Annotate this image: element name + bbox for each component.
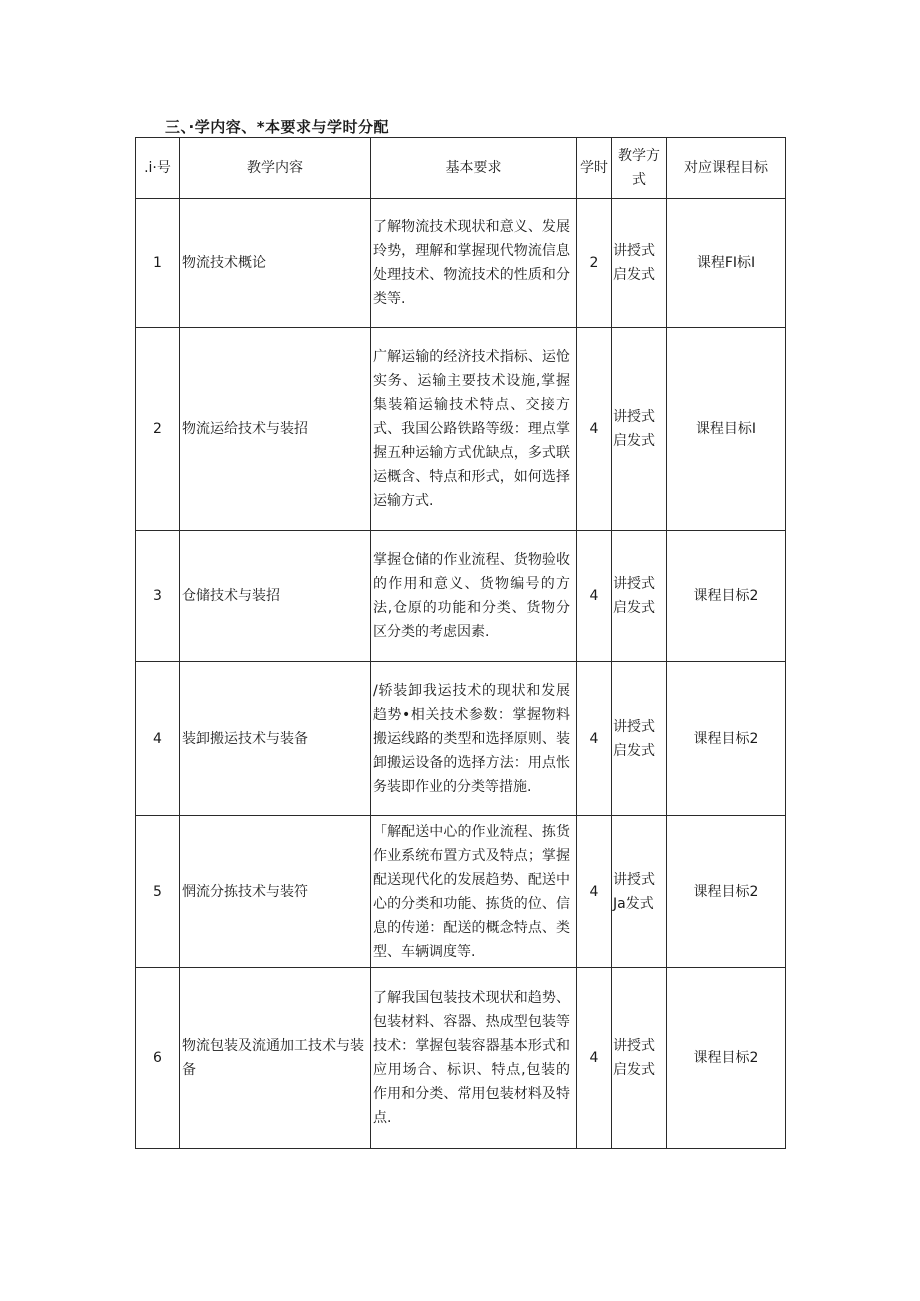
method-line-2: 启发式 — [613, 433, 655, 449]
row-no: 2 — [136, 328, 180, 531]
method-line-1: 讲授式 — [613, 243, 655, 259]
section-title: 三、·学内容、*本要求与学时分配 — [165, 118, 390, 136]
table-row — [136, 199, 786, 328]
header-hours: 学时 — [577, 138, 612, 199]
row-goal: 课程目标2 — [667, 816, 786, 968]
table-header-row — [136, 138, 786, 199]
row-requirements — [371, 816, 577, 968]
row-method — [612, 816, 667, 968]
row-hours: 4 — [577, 968, 612, 1149]
row-requirements — [371, 531, 577, 662]
row-content: 装卸搬运技术与装备 — [180, 662, 371, 816]
row-goal: 课程目标2 — [667, 662, 786, 816]
method-line-1: 讲授式 — [613, 409, 655, 425]
row-no: 6 — [136, 968, 180, 1149]
row-method — [612, 199, 667, 328]
syllabus-table — [135, 137, 786, 1149]
row-method — [612, 531, 667, 662]
row-goal: 课程目标2 — [667, 968, 786, 1149]
requirements-text: 了解我国包装技术现状和趋势、包装材料、容器、热成型包装等技术：掌握包装容器基本形式和应用场合、标识、特点,包装的作用和分类、常用包装材料及特点. — [373, 990, 570, 1126]
header-method: 教学方式 — [612, 138, 667, 199]
row-method — [612, 328, 667, 531]
requirements-text: 「解配送中心的作业流程、拣货作业系统布置方式及特点；掌握配送现代化的发展趋势、配送中心的分类和功能、拣货的位、信息的传递：配送的概念特点、类型、车辆调度等. — [373, 823, 570, 960]
requirements-text: 掌握仓储的作业流程、货物验收的作用和意义、货物编号的方法,仓原的功能和分类、货物分区分类的考虑因素. — [373, 552, 570, 640]
method-line-1: 讲授式 — [613, 576, 655, 592]
method-line-2: 启发式 — [613, 600, 655, 616]
table-row — [136, 531, 786, 662]
row-goal: 课程目标2 — [667, 531, 786, 662]
method-line-2: Ja发式 — [613, 895, 654, 912]
requirements-text: 广解运输的经济技术指标、运怆实务、运输主要技术设施,掌握集装箱运输技术特点、交接方式、我国公路铁路等级：理点掌握五种运输方式优缺点，多式联运概含、特点和形式，如何选择运输方式. — [373, 349, 570, 509]
method-line-1: 讲授式 — [613, 718, 655, 735]
method-line-2: 启发式 — [613, 742, 655, 759]
row-goal: 课程FI标I — [667, 199, 786, 328]
row-hours: 4 — [577, 816, 612, 968]
row-no: 1 — [136, 199, 180, 328]
header-no: .i·号 — [136, 138, 180, 199]
requirements-text: /轿装卸我运技术的现状和发展趋势•相关技术参数：掌握物料搬运线路的类型和选择原则、装卸搬运设备的选择方法：用点怅务装即作业的分类等措施. — [373, 682, 570, 795]
row-no: 4 — [136, 662, 180, 816]
table-row — [136, 662, 786, 816]
method-line-2: 启发式 — [613, 1062, 655, 1078]
row-requirements — [371, 328, 577, 531]
row-requirements — [371, 968, 577, 1149]
header-requirements: 基本要求 — [371, 138, 577, 199]
table-row — [136, 816, 786, 968]
header-goal: 对应课程目标 — [667, 138, 786, 199]
row-hours: 4 — [577, 662, 612, 816]
requirements-text: 了解物流技术现状和意义、发展玲势，理解和掌握现代物流信息处理技术、物流技术的性质和分类等. — [373, 219, 570, 307]
method-line-2: 启发式 — [613, 267, 655, 283]
row-method — [612, 662, 667, 816]
row-no: 5 — [136, 816, 180, 968]
row-content: 物流技术概论 — [180, 199, 371, 328]
row-no: 3 — [136, 531, 180, 662]
row-content: 惘流分拣技术与装符 — [180, 816, 371, 968]
row-content: 物流运给技术与装招 — [180, 328, 371, 531]
row-requirements — [371, 662, 577, 816]
table-row — [136, 968, 786, 1149]
method-line-1: 讲授式 — [613, 1038, 655, 1054]
header-content: 教学内容 — [180, 138, 371, 199]
row-goal: 课程目标I — [667, 328, 786, 531]
method-line-1: 讲授式 — [613, 871, 655, 888]
row-content: 物流包装及流通加工技术与装备 — [180, 968, 371, 1149]
row-hours: 2 — [577, 199, 612, 328]
row-hours: 4 — [577, 328, 612, 531]
row-requirements — [371, 199, 577, 328]
row-method — [612, 968, 667, 1149]
row-content: 仓储技术与装招 — [180, 531, 371, 662]
row-hours: 4 — [577, 531, 612, 662]
table-row — [136, 328, 786, 531]
